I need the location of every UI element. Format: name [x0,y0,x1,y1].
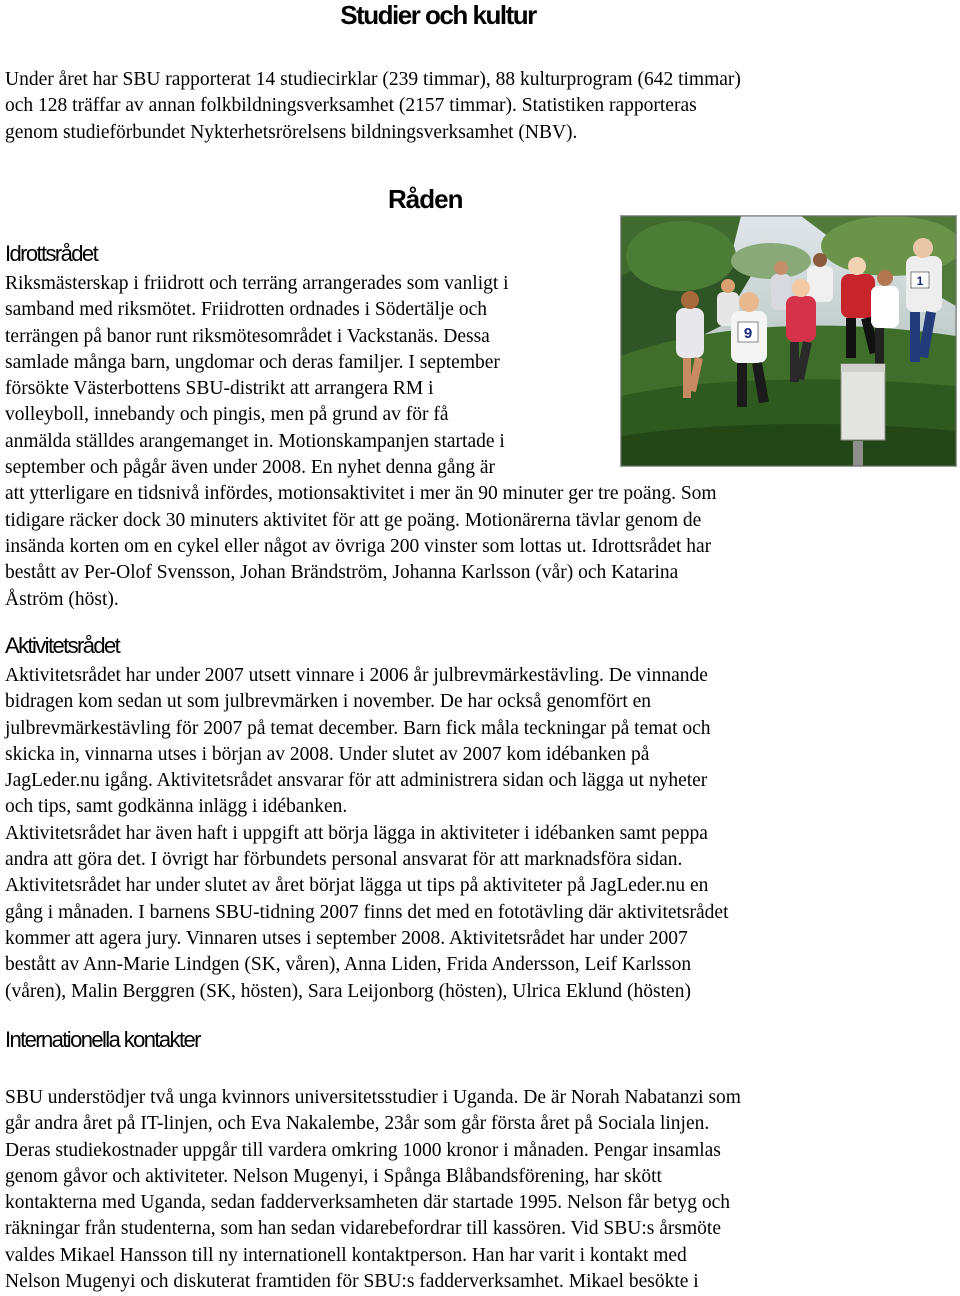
text-line: Åström (höst). [5,588,119,610]
text-line: försökte Västerbottens SBU-distrikt att arrangera RM i [5,378,434,400]
text-line: julbrevmärkestävling för 2007 på temat december. Barn fick måla teckningar på temat och [5,717,711,739]
text-line: räkningar från studenterna, som han sedan vidarebefordrar till kassören. Vid SBU:s årsmöte [5,1218,721,1240]
text-line: och 128 träffar av annan folkbildningsverksamhet (2157 timmar). Statistiken rapporteras [5,95,697,117]
text-line: valdes Mikael Hansson till ny internationell kontaktperson. Han har varit i kontakt med [5,1244,687,1266]
text-line: gång i månaden. I barnens SBU-tidning 2007 finns det med en fototävling där aktivitetsrådet [5,901,729,923]
text-line: skicka in, vinnarna utses i början av 2008. Under slutet av 2007 kom idébanken på [5,743,650,765]
text-line: Deras studiekostnader uppgår till vardera omkring 1000 kronor i månaden. Pengar insamlas [5,1139,721,1161]
internationella-paragraph [5,1085,741,1295]
section-heading-internationella: Internationella kontakter [5,1027,200,1052]
text-line: Aktivitetsrådet har även haft i uppgift att börja lägga in aktiviteter i idébanken samt peppa [5,822,708,844]
text-line: september och pågår även under 2008. En nyhet denna gång är [5,457,496,479]
text-line: genom studieförbundet Nykterhetsrörelsens bildningsverksamhet (NBV). [5,121,578,143]
text-line: Under året har SBU rapporterat 14 studiecirklar (239 timmar), 88 kulturprogram (642 timmar) [5,69,741,90]
idrott-paragraph [5,271,717,613]
text-line: terrängen på banor runt riksmötesområdet i Vackstanäs. Dessa [5,325,490,347]
text-line: samlade många barn, ungdomar och deras familjer. I september [5,351,500,373]
page-title: Studier och kultur [340,0,536,30]
text-line: kommer att agera jury. Vinnaren utses i september 2008. Aktivitetsrådet har under 2007 [5,927,688,949]
text-line: bidragen kom sedan ut som julbrevmärken i november. De har också genomfört en [5,691,652,713]
text-line: andra att göra det. I övrigt har förbundets personal ansvarat för att marknadsföra sidan. [5,849,683,871]
text-line: Aktivitetsrådet har under slutet av året börjat lägga ut tips på aktiviteter på JagLeder.nu en [5,875,709,897]
text-line: och tips, samt godkänna inlägg i idébanken. [5,796,348,818]
text-line: att ytterligare en tidsnivå infördes, motionsaktivitet i mer än 90 minuter ger tre poäng. Som [5,483,717,505]
text-line: tidigare räcker dock 30 minuters aktivitet för att ge poäng. Motionärerna tävlar genom de [5,509,702,531]
bib-number: 1 [916,274,924,288]
text-line: bestått av Ann-Marie Lindgen (SK, våren), Anna Liden, Frida Andersson, Leif Karlsson [5,954,692,976]
section-heading-idrott: Idrottsrådet [5,241,98,266]
text-line: SBU understödjer två unga kvinnors universitetsstudier i Uganda. De är Norah Nabatanzi som [5,1087,741,1108]
raden-heading: Råden [388,184,463,214]
text-line: volleyboll, innebandy och pingis, men på grund av för få [5,404,449,426]
text-line: genom gåvor och aktiviteter. Nelson Mugenyi, i Spånga Blåbandsförening, har skött [5,1165,662,1187]
text-line: Aktivitetsrådet har under 2007 utsett vinnare i 2006 år julbrevmärkestävling. De vinnande [5,665,708,686]
text-line: insända korten om en cykel eller något av övriga 200 vinster som lottas ut. Idrottsrådet har [5,535,712,557]
text-line: Riksmästerskap i friidrott och terräng arrangerades som vanligt i [5,273,509,294]
text-line: (våren), Malin Berggren (SK, hösten), Sara Leijonborg (hösten), Ulrica Eklund (hösten) [5,980,691,1002]
text-line: bestått av Per-Olof Svensson, Johan Brändström, Johanna Karlsson (vår) och Katarina [5,562,679,584]
aktivitet-paragraph [5,663,729,1005]
section-heading-aktivitet: Aktivitetsrådet [5,633,120,658]
text-line: kontakterna med Uganda, sedan fadderverksamheten där startade 1995. Nelson får betyg och [5,1192,731,1214]
text-line: anmälda ställdes arangemanget in. Motionskampanjen startade i [5,430,505,452]
bib-number: 9 [743,325,753,342]
text-line: samband med riksmötet. Friidrotten ordnades i Södertälje och [5,299,487,321]
text-line: JagLeder.nu igång. Aktivitetsrådet ansvarar för att administrera sidan och lägga ut nyheter [5,770,708,792]
text-line: Nelson Mugenyi och diskuterat framtiden för SBU:s fadderverksamhet. Mikael besökte i [5,1271,699,1293]
text-line: går andra året på IT-linjen, och Eva Nakalembe, 23år som går första året på Sociala linjen. [5,1113,710,1135]
intro-paragraph [5,67,741,146]
